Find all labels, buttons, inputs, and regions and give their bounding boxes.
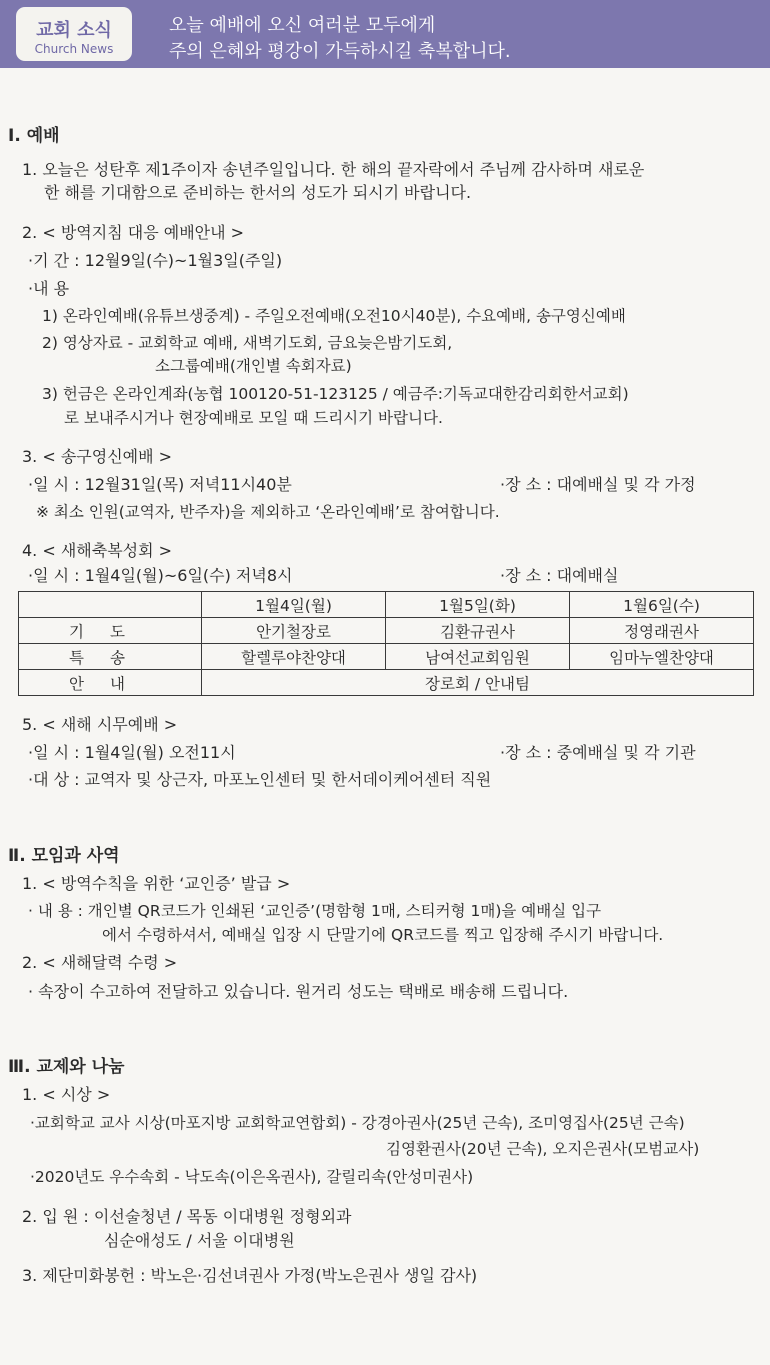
- s2-item1-line2: 에서 수령하셔서, 예배실 입장 시 단말기에 QR코드를 찍고 입장해 주시기 바랍니다.: [102, 926, 664, 944]
- table-col-header: 1월4일(월): [202, 592, 386, 618]
- table-cell: 안기철장로: [202, 618, 386, 644]
- table-cell: 정영래권사: [570, 618, 754, 644]
- s2-item2-title: 2. < 새해달력 수령 >: [22, 953, 178, 972]
- greeting-line-1: 오늘 예배에 오신 여러분 모두에게: [169, 15, 436, 36]
- s3-item2-line2: 심순애성도 / 서울 이대병원: [104, 1231, 295, 1250]
- s1-item5-title: 5. < 새해 시무예배 >: [22, 715, 178, 734]
- table-header-row: [19, 592, 754, 618]
- s1-item3-note: ※ 최소 인원(교역자, 반주자)을 제외하고 ‘온라인예배’로 참여합니다.: [36, 503, 500, 521]
- s3-item1-line3: ·2020년도 우수속회 - 낙도속(이은옥권사), 갈릴리속(안성미권사): [30, 1168, 474, 1186]
- s1-item5-target: ·대 상 : 교역자 및 상근자, 마포노인센터 및 한서데이케어센터 직원: [28, 770, 492, 789]
- s1-item5-place: ·장 소 : 중예배실 및 각 기관: [500, 743, 696, 762]
- s1-item2-period: ·기 간 : 12월9일(수)~1월3일(주일): [28, 251, 283, 270]
- table-cell-merged: 장로회 / 안내팀: [202, 670, 754, 696]
- s1-item4-time: ·일 시 : 1월4일(월)~6일(수) 저녁8시: [28, 566, 293, 585]
- s1-item4-title: 4. < 새해축복성회 >: [22, 541, 173, 560]
- s1-item2-sub2-line1: 2) 영상자료 - 교회학교 예배, 새벽기도회, 금요늦은밤기도회,: [42, 334, 453, 352]
- s2-item1-title: 1. < 방역수칙을 위한 ‘교인증’ 발급 >: [22, 874, 291, 893]
- table-cell: 할렐루야찬양대: [202, 644, 386, 670]
- s2-item1-line1: · 내 용 : 개인별 QR코드가 인쇄된 ‘교인증’(명함형 1매, 스티커형 1매)을 예배실 입구: [28, 902, 602, 920]
- row-label-prayer: 기도: [19, 618, 202, 644]
- s3-item1-line2: 김영환권사(20년 근속), 오지은권사(모범교사): [386, 1140, 700, 1158]
- s2-item2-line1: · 속장이 수고하여 전달하고 있습니다. 원거리 성도는 택배로 배송해 드립니다.: [28, 982, 569, 1001]
- s1-item2-sub1: 1) 온라인예배(유튜브생중계) - 주일오전예배(오전10시40분), 수요예배, 송구영신예배: [42, 307, 626, 325]
- s3-item3: 3. 제단미화봉헌 : 박노은·김선녀권사 가정(박노은권사 생일 감사): [22, 1266, 478, 1285]
- table-col-header: 1월6일(수): [570, 592, 754, 618]
- table-cell: 김환규권사: [386, 618, 570, 644]
- s1-item1-line2: 한 해를 기대함으로 준비하는 한서의 성도가 되시기 바랍니다.: [44, 183, 472, 202]
- s3-item1-line1: ·교회학교 교사 시상(마포지방 교회학교연합회) - 강경아권사(25년 근속), 조미영집사(25년 근속): [30, 1114, 685, 1132]
- s3-item2-line1: 2. 입 원 : 이선술청년 / 목동 이대병원 정형외과: [22, 1207, 352, 1226]
- badge-title-ko: 교회 소식: [36, 20, 112, 41]
- row-label-guide: 안내: [19, 670, 202, 696]
- s1-item2-content: ·내 용: [28, 279, 70, 298]
- s1-item2-sub3-line2: 로 보내주시거나 현장예배로 모일 때 드리시기 바랍니다.: [64, 409, 443, 427]
- table-corner-cell: [19, 592, 202, 618]
- table-cell: 임마누엘찬양대: [570, 644, 754, 670]
- revival-schedule-table: [18, 591, 754, 696]
- table-row-prayer: [19, 618, 754, 644]
- section-3-title: Ⅲ. 교제와 나눔: [8, 1057, 125, 1077]
- s1-item1-line1: 1. 오늘은 성탄후 제1주이자 송년주일입니다. 한 해의 끝자락에서 주님께 감사하며 새로운: [22, 160, 645, 179]
- s3-item1-title: 1. < 시상 >: [22, 1085, 111, 1104]
- s1-item2-sub2-line2: 소그룹예배(개인별 속회자료): [155, 357, 352, 375]
- table-row-guide: [19, 670, 754, 696]
- s1-item3-title: 3. < 송구영신예배 >: [22, 447, 173, 466]
- s1-item3-time: ·일 시 : 12월31일(목) 저녁11시40분: [28, 475, 292, 494]
- table-row-special-song: [19, 644, 754, 670]
- header-banner: [0, 0, 770, 68]
- section-1-title: Ⅰ. 예배: [8, 126, 60, 146]
- row-label-special-song: 특송: [19, 644, 202, 670]
- table-cell: 남여선교회임원: [386, 644, 570, 670]
- church-news-badge: [16, 7, 132, 61]
- greeting-line-2: 주의 은혜와 평강이 가득하시길 축복합니다.: [169, 41, 511, 62]
- s1-item3-place: ·장 소 : 대예배실 및 각 가정: [500, 475, 696, 494]
- table-col-header: 1월5일(화): [386, 592, 570, 618]
- s1-item4-place: ·장 소 : 대예배실: [500, 566, 619, 585]
- s1-item5-time: ·일 시 : 1월4일(월) 오전11시: [28, 743, 236, 762]
- s1-item2-sub3-line1: 3) 헌금은 온라인계좌(농협 100120-51-123125 / 예금주:기독교대한감리회한서교회): [42, 385, 629, 403]
- badge-title-en: Church News: [34, 42, 114, 56]
- section-2-title: Ⅱ. 모임과 사역: [8, 846, 120, 866]
- s1-item2-title: 2. < 방역지침 대응 예배안내 >: [22, 223, 245, 242]
